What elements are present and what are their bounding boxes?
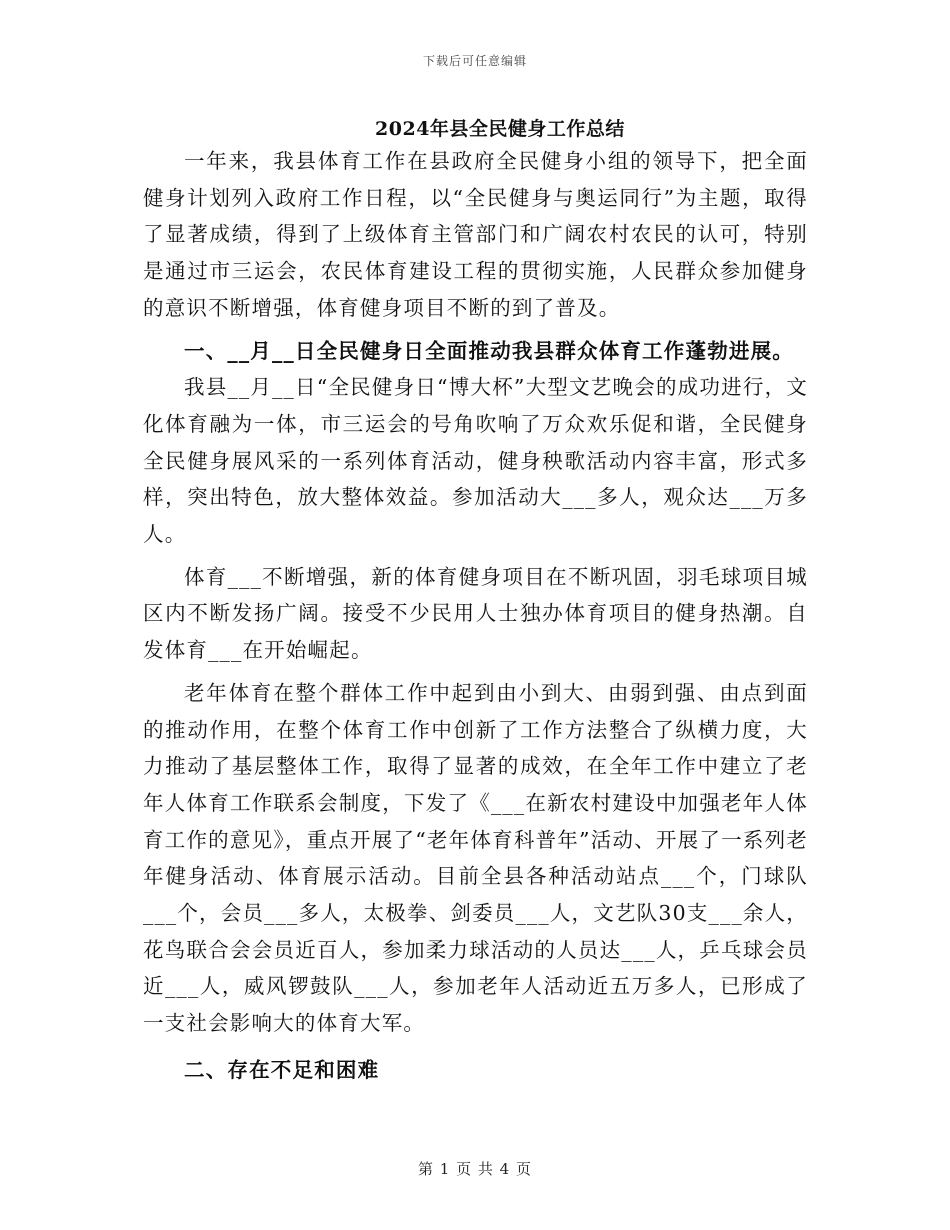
document-title: 2024年县全民健身工作总结 <box>375 118 625 140</box>
paragraph-fitness-day: 我县__月__日“全民健身日“博大杯”大型文艺晚会的成功进行，文化体育融为一体，市三运会的号角吹响了万众欢乐促和谐，全民健身全民健身展风采的一系列体育活动，健身秧歌活动内容丰富，形式多样，突出特色，放大整体效益。参加活动大___多人，观众达___万多人。 <box>143 375 808 547</box>
paragraph-sports-projects: 体育___不断增强，新的体育健身项目在不断巩固，羽毛球项目城区内不断发扬广阔。接受不少民用人士独办体育项目的健身热潮。自发体育___在开始崛起。 <box>143 564 808 663</box>
intro-paragraph: 一年来，我县体育工作在县政府全民健身小组的领导下，把全面健身计划列入政府工作日程，以“全民健身与奥运同行”为主题，取得了显著成绩，得到了上级体育主管部门和广阔农村农民的认可，特别是通过市三运会，农民体育建设工程的贯彻实施，人民群众参加健身的意识不断增强，体育健身项目不断的到了普及。 <box>143 149 808 320</box>
header-note: 下载后可任意编辑 <box>422 54 527 68</box>
page-number-footer: 第 1 页 共 4 页 <box>418 1160 532 1178</box>
document-body <box>143 143 808 1089</box>
section-heading-2: 二、存在不足和困难 <box>184 1057 380 1082</box>
paragraph-elderly-sports: 老年体育在整个群体工作中起到由小到大、由弱到强、由点到面的推动作用，在整个体育工作中创新了工作方法整合了纵横力度，大力推动了基层整体工作，取得了显著的成效，在全年工作中建立了老年人体育工作联系会制度，下发了《___在新农村建设中加强老年人体育工作的意见》，重点开展了“老年体育科普年”活动、开展了一系列老年健身活动、体育展示活动。目前全县各种活动站点___个，门球队___个，会员___多人，太极拳、剑委员___人，文艺队30支___余人，花鸟联合会会员近百人，参加柔力球活动的人员达___人，乒乓球会员近___人，威风锣鼓队___人，参加老年人活动近五万多人，已形成了一支社会影响大的体育大军。 <box>143 680 808 1036</box>
section-heading-1: 一、__月__日全民健身日全面推动我县群众体育工作蓬勃进展。 <box>184 338 794 363</box>
